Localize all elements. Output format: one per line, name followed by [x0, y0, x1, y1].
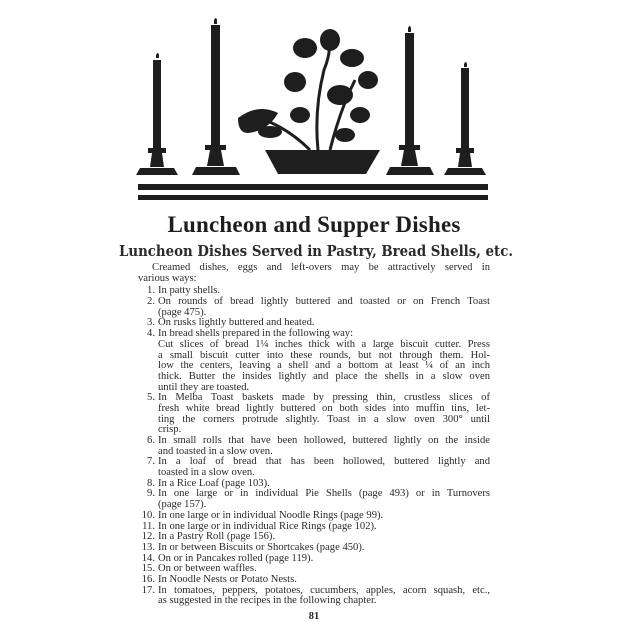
list-item-number: 16.	[141, 574, 155, 586]
list-item-line: In one large or in individual Pie Shells (page 493) or in Turnovers	[158, 488, 490, 500]
list-item-line: In Noodle Nests or Potato Nests.	[158, 574, 297, 586]
list-item-line: thick. Butter the insides lightly and place the shells in a slow oven	[158, 370, 490, 382]
list-item-number: 14.	[141, 552, 155, 564]
list-item-number: 15.	[141, 563, 155, 575]
page-number: 81	[308, 611, 320, 622]
list-item	[138, 436, 490, 457]
list-item	[138, 329, 490, 393]
list-item-line: a small biscuit cutter into these rounds, but not through them. Hol-	[158, 349, 490, 361]
list-item-line: On or in Pancakes rolled (page 119).	[158, 552, 314, 564]
list-item-number: 7.	[147, 456, 155, 468]
list-item-line: as suggested in the recipes in the following chapter.	[158, 595, 377, 607]
list-item-line: On rounds of bread lightly buttered and toasted or on French Toast	[158, 296, 490, 308]
section-subtitle: Luncheon Dishes Served in Pastry, Bread Shells, etc.	[119, 243, 513, 260]
list-item-number: 13.	[141, 541, 155, 553]
list-item	[138, 586, 490, 607]
divider-rule	[138, 195, 488, 200]
list-item-line: fresh white bread lightly buttered on both sides into muffin tins, let-	[158, 402, 490, 414]
list-item-line: In Melba Toast baskets made by pressing thin, crustless slices of	[158, 392, 490, 404]
list-item-line: In a loaf of bread that has been hollowed, buttered lightly and	[158, 456, 490, 468]
candlestick-icon	[192, 18, 240, 175]
list-item-line: Cut slices of bread 1¼ inches thick with a large biscuit cutter. Press	[158, 338, 490, 350]
list-item-number: 12.	[141, 531, 155, 543]
list-item-line: (page 157).	[158, 499, 207, 511]
intro-line: Creamed dishes, eggs and left-overs may be attractively served in	[152, 262, 490, 273]
list-item-number: 5.	[147, 392, 155, 404]
list-item-number: 10.	[141, 509, 155, 521]
list-item-line: On or between waffles.	[158, 563, 257, 575]
list-item-number: 17.	[141, 584, 155, 596]
list-item	[138, 297, 490, 318]
list-item	[138, 511, 490, 522]
list-item-line: In a Rice Loaf (page 103).	[158, 477, 270, 489]
page-title: Luncheon and Supper Dishes	[167, 212, 461, 237]
candlestick-icon	[444, 62, 486, 175]
list-item-number: 4.	[147, 328, 155, 340]
list-item-line: until they are toasted.	[158, 381, 250, 393]
list-item-line: In or between Biscuits or Shortcakes (page 450).	[158, 541, 365, 553]
list-item-line: In patty shells.	[158, 285, 221, 297]
list-item-line: (page 475).	[158, 306, 207, 318]
list-item-line: and toasted in a slow oven.	[158, 445, 273, 457]
list-item-number: 8.	[147, 477, 155, 489]
list-item	[138, 457, 490, 478]
candlestick-icon	[136, 53, 178, 175]
list-item-line: ting the corners protrude slightly. Toast in a slow oven 300° until	[158, 413, 490, 425]
list-item-number: 6.	[147, 435, 155, 447]
list-item-line: low the centers, leaving a shell and a bottom at least ¼ of an inch	[158, 360, 490, 372]
body-text	[138, 263, 490, 607]
list-item-line: On rusks lightly buttered and heated.	[158, 317, 315, 329]
list-item-line: In one large or in individual Noodle Rings (page 99).	[158, 509, 384, 521]
list-item-line: toasted in a slow oven.	[158, 467, 255, 479]
list-item-line: In one large or in individual Rice Rings (page 102).	[158, 520, 377, 532]
candlestick-icon	[386, 26, 434, 175]
list-item	[138, 489, 490, 510]
list-item-number: 3.	[147, 317, 155, 329]
decorative-header-illustration	[0, 0, 640, 210]
list-item-line: In tomatoes, peppers, potatoes, cucumbers, apples, acorn squash, etc.,	[158, 584, 490, 596]
list-item-line: In small rolls that have been hollowed, buttered lightly on the inside	[158, 435, 490, 447]
list-item-number: 2.	[147, 296, 155, 308]
list-item-number: 11.	[142, 520, 155, 532]
divider-rule	[138, 184, 488, 190]
list-item-line: In a Pastry Roll (page 156).	[158, 531, 276, 543]
intro-line: various ways:	[138, 272, 197, 284]
list-item-number: 1.	[147, 285, 155, 297]
list-item-number: 9.	[147, 488, 155, 500]
list-item-line: In bread shells prepared in the following way:	[158, 328, 354, 340]
list-item-line: crisp.	[158, 424, 182, 436]
plant-bowl-icon	[238, 29, 380, 174]
list-item	[138, 393, 490, 436]
